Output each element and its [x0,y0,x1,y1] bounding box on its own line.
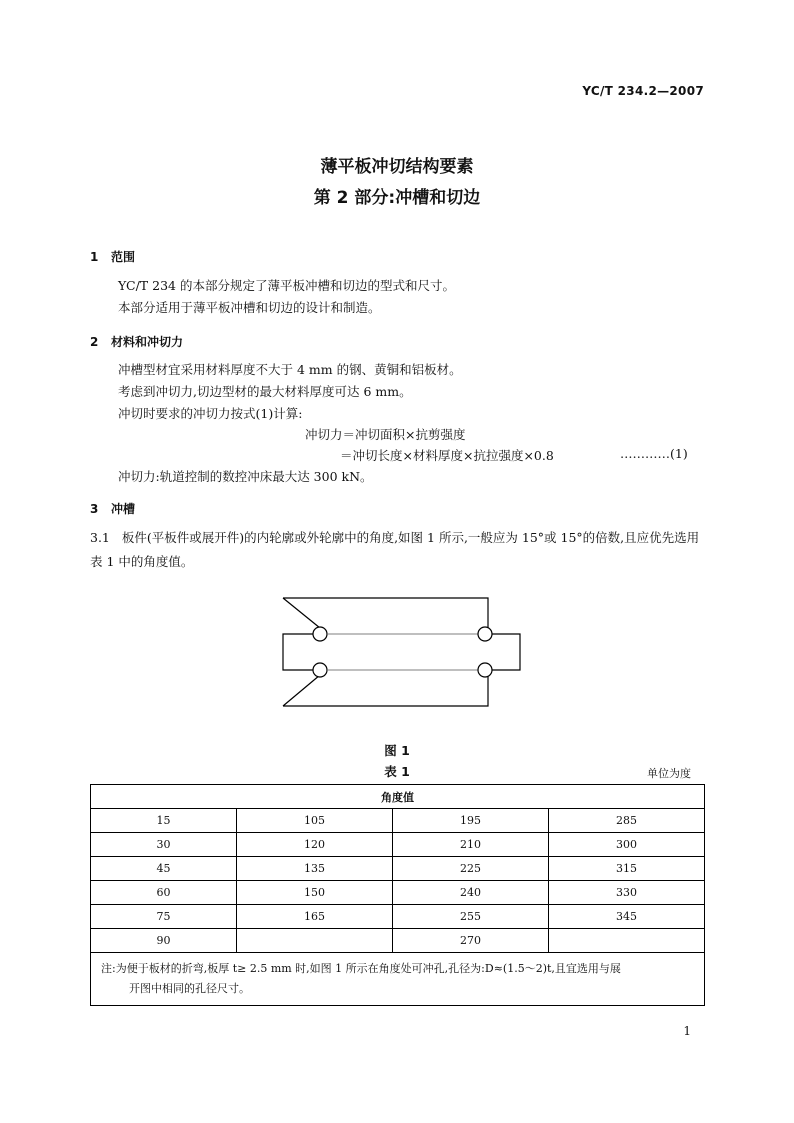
table-cell: 210 [393,833,549,857]
figure-hole-top-left [313,627,327,641]
figure-1-drawing [270,590,540,720]
table-cell: 285 [549,809,705,833]
table-cell: 45 [91,857,237,881]
table-header-cell: 角度值 [91,785,705,809]
section-2-paragraph-4: 冲切力:轨道控制的数控冲床最大达 300 kN。 [118,469,373,484]
figure-right-notch [492,634,520,670]
table-row [91,881,705,905]
section-2-paragraph-2: 考虑到冲切力,切边型材的最大材料厚度可达 6 mm。 [118,384,412,399]
figure-hole-top-right [478,627,492,641]
table-cell: 315 [549,857,705,881]
doc-title: 薄平板冲切结构要素 [320,157,474,177]
table-cell: 150 [237,881,393,905]
table-cell: 300 [549,833,705,857]
section-1-paragraph-1: YC/T 234 的本部分规定了薄平板冲槽和切边的型式和尺寸。 [118,278,455,293]
table-note [91,953,705,1006]
table-cell: 60 [91,881,237,905]
table-row [91,905,705,929]
section-1-title: 范围 [111,250,136,264]
table-cell: 15 [91,809,237,833]
section-2-number: 2 [90,335,99,349]
section-2-heading [90,333,183,350]
figure-hole-bottom-left [313,663,327,677]
section-3-title: 冲槽 [111,502,136,516]
figure-diagonal-top-left [283,598,320,628]
table-cell: 165 [237,905,393,929]
table-cell: 135 [237,857,393,881]
table-cell [237,929,393,953]
formula-number: …………(1) [620,446,688,461]
table-note-line-1: 注:为便于板材的折弯,板厚 t≥ 2.5 mm 时,如图 1 所示在角度处可冲孔,孔径为:D≈(1.5～2)t,且宜选用与展 [101,962,621,975]
angle-table [90,784,705,1006]
table-cell: 30 [91,833,237,857]
table-cell: 270 [393,929,549,953]
clause-3-1-number: 3.1 [90,530,110,545]
figure-hole-bottom-right [478,663,492,677]
figure-left-notch [283,634,313,670]
section-2-title: 材料和冲切力 [111,335,184,349]
figure-1-caption: 图 1 [384,743,410,758]
table-row [91,809,705,833]
table-row [91,857,705,881]
table-cell [549,929,705,953]
table-cell: 255 [393,905,549,929]
table-unit: 单位为度 [647,767,691,780]
formula-line-2: ＝冲切长度×材料厚度×抗拉强度×0.8 [340,448,554,463]
table-cell: 225 [393,857,549,881]
figure-diagonal-bottom-left [283,675,320,706]
table-1-caption: 表 1 [384,764,410,779]
doc-subtitle: 第 2 部分:冲槽和切边 [313,188,481,208]
table-cell: 120 [237,833,393,857]
table-cell: 105 [237,809,393,833]
section-1-heading [90,248,135,265]
table-cell: 75 [91,905,237,929]
table-cell: 345 [549,905,705,929]
table-note-line-2: 开图中相同的孔径尺寸。 [129,982,250,995]
page-number: 1 [683,1024,691,1038]
section-2-paragraph-3: 冲切时要求的冲切力按式(1)计算: [118,406,303,421]
clause-3-1-text: 板件(平板件或展开件)的内轮廓或外轮廓中的角度,如图 1 所示,一般应为 15°或 15°的倍数,且应优先选用表 1 中的角度值。 [90,530,700,569]
section-3-number: 3 [90,502,99,516]
table-cell: 90 [91,929,237,953]
section-2-paragraph-1: 冲槽型材宜采用材料厚度不大于 4 mm 的钢、黄铜和铝板材。 [118,362,462,377]
clause-3-1 [90,526,705,574]
table-row [91,929,705,953]
section-1-number: 1 [90,250,99,264]
table-note-row [91,953,705,1006]
section-1-paragraph-2: 本部分适用于薄平板冲槽和切边的设计和制造。 [118,300,381,315]
table-cell: 240 [393,881,549,905]
table-header-row [91,785,705,809]
table-cell: 330 [549,881,705,905]
formula-line-1: 冲切力＝冲切面积×抗剪强度 [305,427,466,442]
section-3-heading [90,500,135,517]
table-row [91,833,705,857]
standard-code: YC/T 234.2—2007 [582,84,704,98]
table-cell: 195 [393,809,549,833]
